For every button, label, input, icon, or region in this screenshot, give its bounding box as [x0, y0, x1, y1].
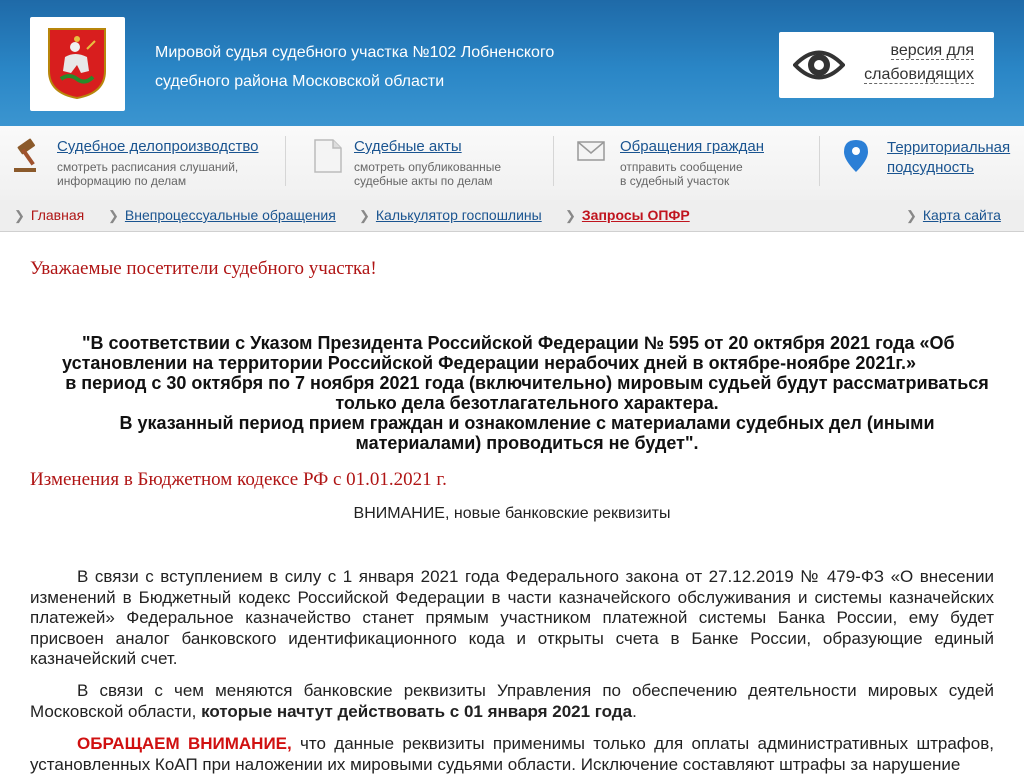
gavel-icon: [12, 138, 46, 174]
service-desc-line: судебные акты по делам: [354, 174, 493, 188]
low-vision-label-line2: слабовидящих: [864, 66, 974, 83]
nav-opfr-requests-label[interactable]: Запросы ОПФР: [581, 207, 690, 223]
service-title-citizen-appeals[interactable]: Обращения граждан: [620, 138, 764, 155]
service-desc-line: в судебный участок: [620, 174, 730, 188]
notice-line-2: в период с 30 октября по 7 ноября 2021 года (включительно) мировым судьей будут рассматриваться только дела безотлагательного характера.: [65, 373, 989, 413]
notice-line-1: "В соответствии с Указом Президента Российской Федерации № 595 от 20 октября 2021 года «Об установлении на территории Российской Федерации нерабочих дней в октябре-ноябре 2021г.»: [62, 333, 955, 373]
low-vision-version-button[interactable]: [779, 32, 994, 98]
service-title-line[interactable]: подсудность: [887, 159, 974, 176]
holiday-notice: [62, 333, 992, 453]
paragraph-treasury: В связи с вступлением в силу с 1 января 2021 года Федерального закона от 27.12.2019 № 479-ФЗ «О внесении изменений в Бюджетный кодекс Российской Федерации в части казначейского обслуживания и системы казначейских платежей» Федеральное казначейство станет прямым участником платежной системы Банка России, ему будет присвоен аналог банковского идентификационного кода и открыты счета в Банке России, образующие единый казначейский счет.: [30, 567, 994, 668]
site-header: [0, 0, 1024, 126]
chevron-right-icon: ❯: [565, 208, 576, 223]
service-citizen-appeals[interactable]: [576, 136, 806, 192]
low-vision-label: [844, 39, 974, 87]
nav-extraprocedural-appeals-label[interactable]: Внепроцессуальные обращения: [124, 207, 336, 223]
court-title: Мировой судья судебного участка №102 Лобненского судебного района Московской области: [155, 44, 555, 90]
chevron-right-icon: ❯: [906, 208, 917, 223]
para3-text: что данные реквизиты применимы только для оплаты административных штрафов, установленных КоАП при наложении их мировыми судьями области. Исключение составляют штрафы за нарушение: [30, 734, 994, 774]
chevron-right-icon: ❯: [359, 208, 370, 223]
coat-of-arms-logo[interactable]: [30, 17, 125, 111]
nav-extraprocedural-appeals[interactable]: [108, 207, 336, 224]
nav-fee-calculator[interactable]: [359, 207, 542, 224]
nav-fee-calculator-label[interactable]: Калькулятор госпошлины: [375, 207, 542, 223]
service-title-court-proceedings[interactable]: Судебное делопроизводство: [57, 138, 259, 155]
service-title-line[interactable]: Территориальная: [887, 139, 1011, 156]
service-title-territorial-jurisdiction[interactable]: [887, 138, 1010, 178]
chevron-right-icon: ❯: [108, 208, 119, 223]
chevron-right-icon: ❯: [14, 208, 25, 223]
nav-home-label[interactable]: Главная: [30, 207, 85, 223]
nav-sitemap[interactable]: [906, 207, 1001, 224]
document-icon: [311, 138, 345, 174]
service-desc-line: смотреть опубликованные: [354, 160, 502, 174]
service-desc-court-proceedings: [57, 160, 238, 188]
para2-text: В связи с чем меняются банковские реквизиты Управления по обеспечению деятельности мировых судей Московской области,: [30, 681, 994, 721]
para2-bold-text: которые начтут действовать с 01 января 2021 года: [201, 701, 633, 721]
service-title-court-acts[interactable]: Судебные акты: [354, 138, 462, 155]
nav-home[interactable]: [14, 207, 84, 224]
notice-line-3: В указанный период прием граждан и ознакомление с материалами судебных дел (иными материалами) проводиться не будет".: [119, 413, 935, 453]
service-desc-line: информацию по делам: [57, 174, 187, 188]
service-territorial-jurisdiction[interactable]: [844, 136, 1019, 192]
map-pin-icon: [844, 138, 878, 174]
service-desc-line: смотреть расписания слушаний,: [57, 160, 239, 174]
para2-end: .: [632, 701, 637, 721]
service-desc-citizen-appeals: [620, 160, 743, 188]
services-bar: [0, 126, 1024, 201]
service-court-acts[interactable]: [311, 136, 551, 192]
attention-heading: ВНИМАНИЕ, новые банковские реквизиты: [353, 505, 671, 522]
low-vision-label-line1: версия для: [890, 42, 974, 59]
nav-sitemap-label[interactable]: Карта сайта: [922, 207, 1001, 223]
divider: [819, 136, 820, 186]
divider: [553, 136, 554, 186]
service-court-proceedings[interactable]: [12, 136, 282, 192]
breadcrumb-nav: [0, 200, 1024, 232]
nav-opfr-requests[interactable]: [565, 207, 690, 224]
attention-red-label: ОБРАЩАЕМ ВНИМАНИЕ,: [77, 734, 292, 753]
paragraph-attention-notice: [30, 734, 994, 775]
eye-icon: [793, 44, 845, 86]
envelope-icon: [576, 138, 610, 174]
divider: [285, 136, 286, 186]
service-desc-line: отправить сообщение: [620, 160, 743, 174]
budget-code-changes-heading: Изменения в Бюджетном кодексе РФ с 01.01.2021 г.: [30, 469, 447, 490]
moscow-region-emblem-icon: [47, 27, 107, 99]
service-desc-court-acts: [354, 160, 501, 188]
greeting-heading: Уважаемые посетители судебного участка!: [30, 258, 377, 279]
paragraph-bank-details: [30, 681, 994, 722]
